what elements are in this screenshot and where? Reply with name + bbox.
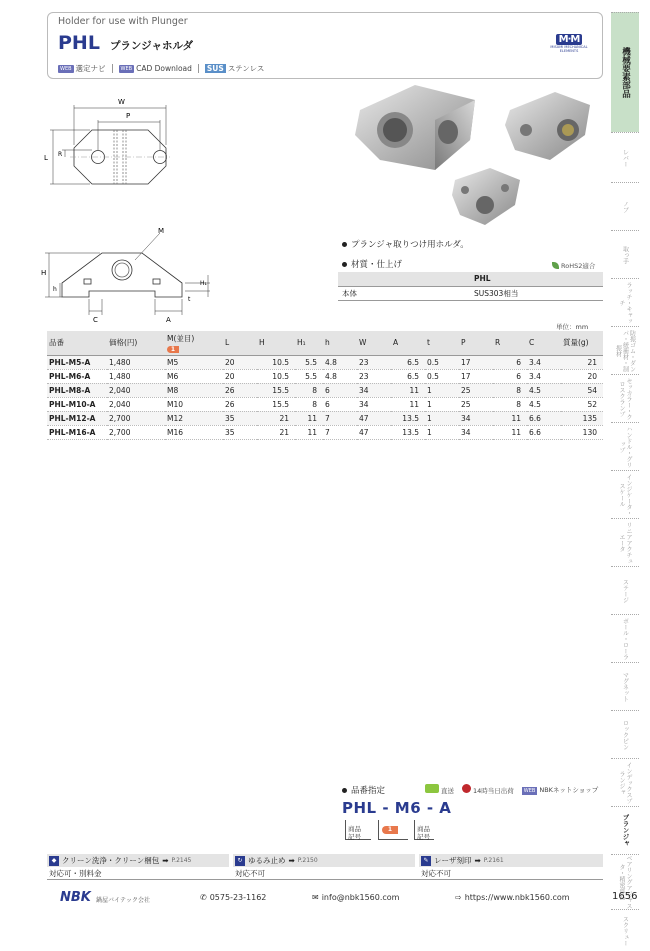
spec-cell: 20 [223,355,257,369]
option-lock-title: ゆるみ止め [248,856,286,865]
navi-link[interactable] [58,63,106,74]
option-lock-ref[interactable]: P.2150 [297,857,318,864]
order-code: PHL - M6 - A [342,799,452,817]
spec-cell: 6.6 [527,425,561,439]
dim-r: R [58,151,63,158]
same-day-label: 14時当日出荷 [473,787,514,795]
side-tab-10[interactable] [611,566,639,614]
spec-cell: 2,700 [107,411,165,425]
part-number-cell[interactable]: PHL-M5-A [47,355,107,369]
dim-h: H [41,269,47,277]
spec-cell: 26 [223,383,257,397]
bullet-icon [342,242,347,247]
option-lock-value: 対応不可 [235,869,265,878]
spec-cell: 5.5 [295,369,323,383]
cad-link-label: CAD Download [136,64,192,73]
brand-text: MISUMI MECHANICAL ELEMENTS [550,45,588,53]
spec-cell: 21 [257,411,295,425]
spec-header-text: H₁ [297,338,306,348]
dim-h1: H₁ [200,280,207,287]
footer-phone[interactable] [200,893,266,902]
side-tab-15[interactable] [611,806,639,854]
spec-header-text: 価格(円) [109,338,138,348]
material-row-value: SUS303相当 [470,286,603,300]
material-table [338,272,603,301]
side-tab-label: 防振ゴム・ダンパ・緩衝材・制振材 [614,329,636,372]
spec-row [47,369,603,383]
dim-w: W [118,98,125,106]
side-tab-label: ステージ [621,578,629,603]
side-tab-14[interactable] [611,758,639,806]
spec-cell: 10.5 [257,355,295,369]
product-photo [340,80,605,230]
spec-cell: 1 [425,383,459,397]
option-divider [47,879,603,880]
side-tab-label: レバー [621,148,629,167]
spec-cell: 47 [357,425,391,439]
spec-cell: 35 [223,411,257,425]
side-tab-label: ハンドル・グリップ [618,425,632,468]
side-tab-13[interactable] [611,710,639,758]
spec-cell: 7 [323,411,357,425]
option-clean-ref[interactable]: P.2145 [171,857,192,864]
spec-header-text: 品番 [49,338,64,348]
side-tab-8[interactable] [611,470,639,518]
spec-row [47,383,603,397]
spec-header-cell [47,331,107,355]
spec-cell: 34 [357,383,391,397]
spec-header-text: H [259,338,265,348]
footer-logo: NBK [60,890,91,905]
side-tab-label: 取っ手 [621,245,629,264]
dim-h-small: h [53,286,57,293]
clean-icon: ◆ [49,856,59,866]
order-title [342,784,385,796]
footer-email-text: info@nbk1560.com [321,893,400,902]
spec-cell: 2,040 [107,383,165,397]
order-icons [425,784,598,795]
spec-cell: 6.6 [527,411,561,425]
spec-header-row [47,331,603,355]
spec-header-cell [527,331,561,355]
footer-email[interactable] [312,893,399,902]
spec-cell: 11 [295,411,323,425]
direct-ship-label: 直送 [441,787,454,795]
footer-company: 鍋屋バイテック会社 [96,897,151,904]
web-badge-icon: WEB [60,66,72,72]
spec-header-text: L [225,338,230,348]
side-view-drawing [40,225,220,325]
side-tab-label: プランジャ [621,814,630,847]
side-tab-2[interactable] [611,182,639,230]
spec-cell: 135 [561,411,603,425]
navi-link-label: 選定ナビ [75,64,106,73]
option-laser-value: 対応不可 [421,869,451,878]
spec-cell: 52 [561,397,603,411]
spec-header-text: A [393,338,399,348]
side-tab-label: 機械要素部品 [620,47,631,98]
spec-cell: 34 [459,411,493,425]
spec-cell: 11 [391,383,425,397]
option-lock [233,854,415,867]
spec-cell: M12 [165,411,223,425]
spec-cell: 35 [223,425,257,439]
spec-cell: 8 [295,397,323,411]
side-tab-12[interactable] [611,662,639,710]
net-shop-label: NBKネットショップ [539,785,599,794]
spec-cell: 47 [357,411,391,425]
dim-p: P [126,112,131,120]
spec-cell: 8 [295,383,323,397]
dim-m: M [158,227,165,235]
spec-cell: 4.8 [323,355,357,369]
material-row-label: 本体 [338,286,470,300]
material-header-blank [338,272,470,286]
web-badge-icon: WEB [120,66,133,72]
web-badge-icon: WEB [523,787,536,794]
order-label-1: 商品 記号 [348,825,361,841]
spec-header-cell [391,331,425,355]
option-clean-title: クリーン洗浄・クリーン梱包 [62,856,160,865]
arrow-icon: ➡ [162,856,169,865]
feature-description [342,238,469,250]
spec-cell: 11 [391,397,425,411]
spec-header-text: M(並目) [167,333,195,343]
spec-header-text: P [461,338,466,348]
spec-cell: 11 [295,425,323,439]
option-laser-ref[interactable]: P.2161 [483,857,504,864]
spec-header-cell [323,331,357,355]
dim-l: L [44,154,48,162]
part-number-cell[interactable]: PHL-M16-A [47,425,107,439]
spec-row [47,425,603,439]
spec-cell: M8 [165,383,223,397]
part-number-cell[interactable]: PHL-M6-A [47,369,107,383]
spec-cell: 1 [425,397,459,411]
phone-icon: ✆ [200,893,207,902]
material-title [342,258,402,270]
subtitle-en: Holder for use with Plunger [58,16,188,27]
spec-header-badge: 1 [167,346,179,353]
spec-cell: 10.5 [257,369,295,383]
spec-row [47,397,603,411]
spec-cell: 20 [561,369,603,383]
rohs-text: RoHS2適合 [561,262,596,270]
spec-header-cell [295,331,323,355]
spec-cell: 23 [357,369,391,383]
direct-ship [425,784,454,795]
side-tab-17[interactable] [611,909,639,951]
spec-cell: 1,480 [107,355,165,369]
part-number-cell[interactable]: PHL-M10-A [47,397,107,411]
cad-download-link[interactable] [119,64,192,73]
mail-icon: ✉ [312,893,319,902]
part-number-cell[interactable]: PHL-M8-A [47,383,107,397]
spec-cell: 1 [425,411,459,425]
material-title-text: 材質・仕上げ [351,260,403,270]
spec-cell: 1 [425,425,459,439]
spec-cell: 3.4 [527,369,561,383]
side-tab-0[interactable] [611,12,639,132]
side-tab-6[interactable] [611,374,639,422]
brand-mark: M·M [556,34,583,45]
spec-cell: 6 [493,355,527,369]
sus-badge: SUS [206,64,224,73]
spec-header-text: W [359,338,367,348]
spec-header-text: 質量(g) [563,338,589,348]
divider [198,64,199,73]
spec-cell: 17 [459,369,493,383]
spec-cell: M16 [165,425,223,439]
spec-cell: 21 [257,425,295,439]
dim-c: C [93,316,98,324]
arrow-icon: ➡ [288,856,295,865]
divider [112,64,113,73]
page-number: 1656 [612,891,638,902]
side-tab-3[interactable] [611,230,639,278]
spec-cell: 11 [493,425,527,439]
side-tab-9[interactable] [611,518,639,566]
side-tab-1[interactable] [611,132,639,182]
spec-cell: 25 [459,383,493,397]
spec-cell: 54 [561,383,603,397]
bullet-icon [342,262,347,267]
side-tab-label: ロックピン [621,719,629,750]
lock-icon: ↻ [235,856,245,866]
side-tab-label: セッカラー・クロスクランプ [618,377,632,420]
clock-icon [462,784,471,793]
dim-a: A [166,316,171,324]
side-tab-label: ラッチ・キャッチ [618,281,632,324]
globe-icon: ⇨ [455,893,462,902]
option-clean [47,854,229,867]
side-tab-4[interactable] [611,278,639,326]
spec-cell: 0.5 [425,369,459,383]
side-tab-label: リニアアクチュエータ [618,521,632,564]
footer-phone-text: 0575-23-1162 [209,893,267,902]
order-title-text: 品番指定 [351,786,386,796]
same-day-ship [462,784,514,795]
spec-cell: 11 [493,411,527,425]
side-tab-label: マグネット [621,671,629,702]
spec-cell: 2,040 [107,397,165,411]
spec-cell: 6 [323,397,357,411]
spec-header-cell [257,331,295,355]
spec-cell: 13.5 [391,411,425,425]
option-laser [419,854,603,867]
side-tab-label: ベアリングアジャスタ・精密部品 [618,855,632,909]
spec-header-text: C [529,338,535,348]
brand-logo [550,34,588,56]
spec-cell: 8 [493,397,527,411]
spec-header-text: R [495,338,501,348]
spec-cell: 3.4 [527,355,561,369]
spec-cell: 6.5 [391,369,425,383]
links-row [58,63,264,74]
option-clean-value: 対応可・別料金 [49,869,102,878]
spec-cell: 21 [561,355,603,369]
spec-header-cell [107,331,165,355]
spec-cell: 20 [223,369,257,383]
spec-cell: 7 [323,425,357,439]
spec-cell: 5.5 [295,355,323,369]
spec-cell: 34 [459,425,493,439]
spec-row [47,411,603,425]
footer-web-text: https://www.nbk1560.com [464,893,570,902]
spec-cell: 15.5 [257,397,295,411]
order-label-2: 商品 記号 [417,825,430,841]
spec-header-cell [493,331,527,355]
part-number-cell[interactable]: PHL-M12-A [47,411,107,425]
spec-cell: 130 [561,425,603,439]
laser-icon: ✎ [421,856,431,866]
side-tab-11[interactable] [611,614,639,662]
side-tab-label: インジケータ・スケール [618,473,632,516]
spec-cell: 4.8 [323,369,357,383]
side-tab-5[interactable] [611,326,639,374]
material-info [205,63,264,74]
material-header: PHL [470,272,603,286]
spec-header-cell [165,331,223,355]
title-row [58,32,193,54]
spec-cell: 6 [323,383,357,397]
spec-cell: M5 [165,355,223,369]
spec-cell: 6 [493,369,527,383]
net-shop-link[interactable] [522,785,599,795]
top-view-drawing [40,90,200,215]
spec-cell: 1,480 [107,369,165,383]
side-tab-label: ノブ [621,200,629,213]
side-tab-label: インデックスプランジャ [618,761,632,804]
feature-text: プランジャ取りつけ用ホルダ。 [351,240,469,250]
spec-row [47,355,603,369]
spec-body [47,355,603,439]
product-title: プランジャホルダ [109,40,194,52]
arrow-icon: ➡ [474,856,481,865]
spec-cell: 23 [357,355,391,369]
truck-icon [425,784,439,793]
spec-cell: M6 [165,369,223,383]
spec-cell: 15.5 [257,383,295,397]
spec-cell: 34 [357,397,391,411]
spec-header-cell [561,331,603,355]
spec-cell: 4.5 [527,383,561,397]
order-badge: 1 [382,826,398,834]
spec-cell: 8 [493,383,527,397]
option-laser-title: レーザ刻印 [434,856,472,865]
spec-cell: 0.5 [425,355,459,369]
spec-cell: 26 [223,397,257,411]
spec-header-cell [425,331,459,355]
spec-cell: 13.5 [391,425,425,439]
side-tab-7[interactable] [611,422,639,470]
spec-header-cell [357,331,391,355]
spec-cell: 4.5 [527,397,561,411]
unit-label: 単位：mm [556,323,589,331]
dim-t: t [188,296,191,303]
spec-cell: 6.5 [391,355,425,369]
product-code: PHL [58,32,100,54]
spec-cell: M10 [165,397,223,411]
side-tab-label: スクリュー [621,915,629,946]
spec-cell: 17 [459,355,493,369]
rohs-badge [552,261,595,270]
side-tab-label: ボール・ローラ [621,617,629,660]
spec-cell: 2,700 [107,425,165,439]
spec-cell: 25 [459,397,493,411]
footer-web[interactable] [455,893,570,902]
spec-header-text: h [325,338,330,348]
spec-table [47,331,603,440]
footer [0,888,650,908]
bullet-icon [342,788,347,793]
spec-header-cell [459,331,493,355]
leaf-icon [552,262,559,269]
material-label: ステンレス [227,64,265,73]
spec-header-cell [223,331,257,355]
spec-header-text: t [427,338,430,348]
